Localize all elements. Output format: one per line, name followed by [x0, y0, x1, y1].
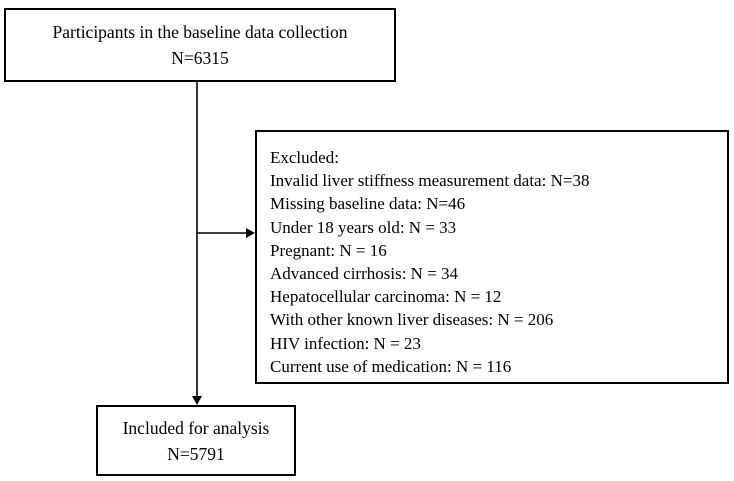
exclusion-branch-arrowhead	[246, 228, 255, 238]
baseline-participants-label: Participants in the baseline data collection	[52, 22, 348, 42]
included-analysis-label: Included for analysis	[122, 417, 270, 438]
excluded-box	[255, 130, 729, 384]
included-analysis-count: N=5791	[167, 443, 225, 464]
included-analysis-box	[96, 405, 296, 476]
excluded-item-missing-baseline: Missing baseline data: N=46	[270, 194, 466, 214]
excluded-item-medication: Current use of medication: N = 116	[270, 356, 512, 376]
excluded-item-under-18: Under 18 years old: N = 33	[270, 217, 457, 237]
baseline-participants-box	[4, 8, 396, 82]
excluded-item-hcc: Hepatocellular carcinoma: N = 12	[270, 287, 502, 307]
main-flow-arrowhead	[192, 396, 202, 405]
excluded-item-invalid-lsm: Invalid liver stiffness measurement data: N=38	[270, 171, 590, 191]
baseline-participants-count: N=6315	[171, 48, 229, 68]
excluded-item-pregnant: Pregnant: N = 16	[270, 240, 387, 260]
excluded-item-other-liver-diseases: With other known liver diseases: N = 206	[270, 310, 554, 330]
excluded-item-advanced-cirrhosis: Advanced cirrhosis: N = 34	[270, 264, 459, 284]
excluded-heading: Excluded:	[270, 148, 339, 167]
excluded-item-hiv: HIV infection: N = 23	[270, 333, 421, 353]
